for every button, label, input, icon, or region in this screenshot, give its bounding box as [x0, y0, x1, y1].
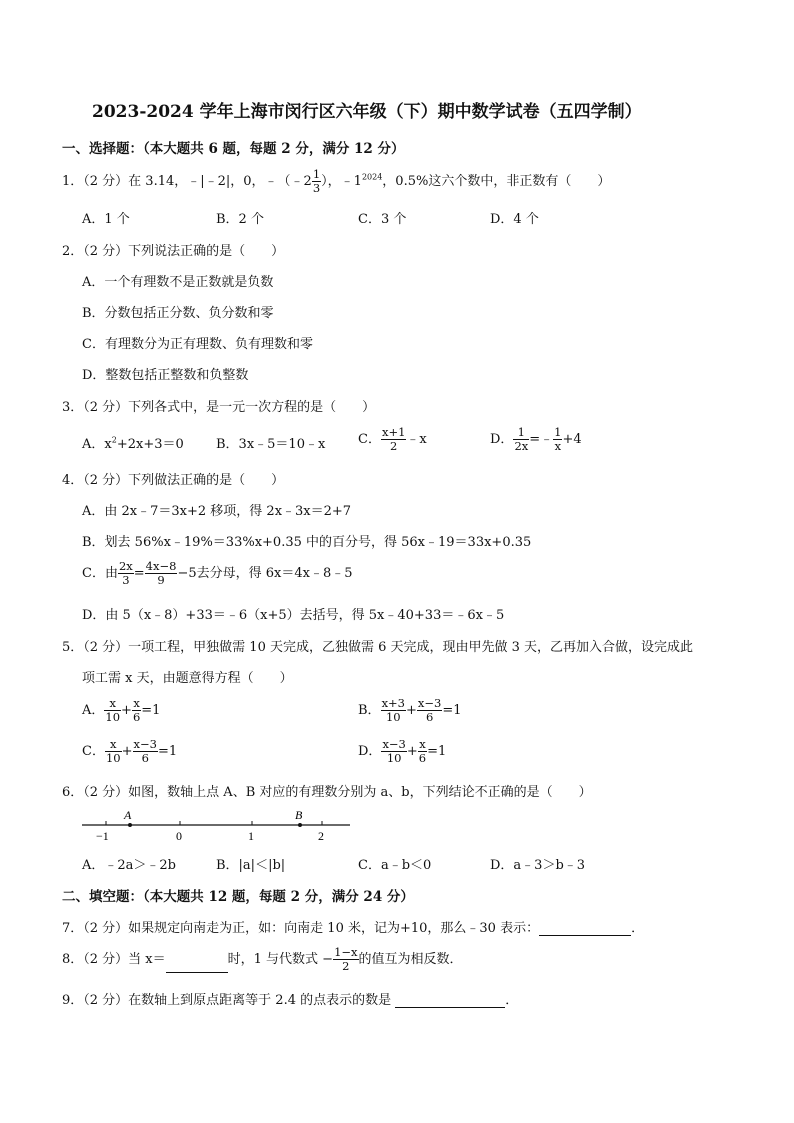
tick-label-2: 2 — [318, 829, 324, 843]
point-a-label: A — [124, 808, 132, 822]
q3-option-c: C． $\frac{x+1}{2}$ ﹣x — [358, 425, 427, 453]
tick-label-1: 1 — [248, 829, 254, 843]
point-b-label: B — [295, 808, 303, 822]
q5-option-c: C． $\frac{x}{10}$ + $\frac{x-3}{6}$ =1 — [82, 737, 178, 765]
question-6: 6．（2 分）如图，数轴上点 A、B 对应的有理数分别为 a、b，下列结论不正确的是（ ） — [62, 785, 592, 800]
q5-option-d: D． $\frac{x-3}{10}$ + $\frac{x}{6}$ =1 — [358, 737, 447, 765]
point-a-dot — [128, 823, 132, 827]
q5-option-b: B． $\frac{x+3}{10}$ + $\frac{x-3}{6}$ =1 — [358, 696, 462, 724]
q2-option-c: C．有理数分为正有理数、负有理数和零 — [82, 337, 313, 352]
q1-option-a: A．1 个 — [82, 212, 130, 227]
question-1: 1．（2 分）在 3.14，﹣|﹣2|，0，﹣（﹣2 $\frac{1}{3}$ ），$﹣1^{2024}$，0.5%这六个数中，非正数有（ ） — [62, 167, 611, 195]
point-b-dot — [298, 823, 302, 827]
q6-option-c: C．a﹣b＜0 — [358, 858, 432, 873]
question-8: 8．（2 分）当 x＝ 时，1 与代数式 − $\frac{1-x}{2}$ 的值互为相反数． — [62, 945, 463, 973]
q3-option-d: D． $\frac{1}{2x}$ =﹣ $\frac{1}{x}$ +4 — [490, 425, 582, 453]
section-heading-choice: 一、选择题：（本大题共 6 题，每题 2 分，满分 12 分） — [62, 141, 405, 157]
question-4: 4．（2 分）下列做法正确的是（ ） — [62, 473, 285, 488]
section-heading-fill: 二、填空题：（本大题共 12 题，每题 2 分，满分 24 分） — [62, 889, 414, 905]
question-7: 7．（2 分）如果规定向南走为正，如：向南走 10 米，记为+10，那么﹣30 表示： ． — [62, 921, 645, 936]
q2-option-a: A．一个有理数不是正数就是负数 — [82, 275, 274, 290]
question-9: 9．（2 分）在数轴上到原点距离等于 2.4 的点表示的数是 ． — [62, 993, 519, 1008]
q6-option-b: B．|a|＜|b| — [216, 858, 286, 873]
question-2: 2．（2 分）下列说法正确的是（ ） — [62, 244, 285, 259]
q1-option-b: B．2 个 — [216, 212, 264, 227]
q2-option-d: D．整数包括正整数和负整数 — [82, 368, 249, 383]
q5-option-a: A． $\frac{x}{10}$ + $\frac{x}{6}$ =1 — [82, 696, 161, 724]
q6-option-d: D．a﹣3＞b﹣3 — [490, 858, 586, 873]
question-5-line-1: 5．（2 分）一项工程，甲独做需 10 天完成，乙独做需 6 天完成，现由甲先做 3 天，乙再加入合做，设完成此 — [62, 640, 694, 655]
q3-option-a: A．$x^2+2x+3=0$ — [82, 435, 184, 452]
question-3: 3．（2 分）下列各式中，是一元一次方程的是（ ） — [62, 400, 376, 415]
q6-option-a: A．﹣2a＞﹣2b — [82, 858, 177, 873]
q1-option-d: D．4 个 — [490, 212, 539, 227]
q2-option-b: B．分数包括正分数、负分数和零 — [82, 306, 274, 321]
answer-blank[interactable] — [539, 921, 631, 936]
q4-option-c: C．由 $\frac{2x}{3}$ = $\frac{4x-8}{9}$ −5去分母，得 6x＝4x﹣8﹣5 — [82, 559, 353, 587]
q1-option-c: C．3 个 — [358, 212, 407, 227]
question-5-line-2: 项工需 x 天，由题意得方程（ ） — [82, 671, 293, 686]
tick-label-minus-1: −1 — [96, 829, 109, 843]
q4-option-b: B．划去 56%x﹣19%＝33%x+0.35 中的百分号，得 56x﹣19＝33x+0.35 — [82, 535, 532, 550]
fraction: $\frac{1}{3}$ — [312, 167, 321, 195]
q4-option-a: A．由 2x﹣7＝3x+2 移项，得 2x﹣3x＝2+7 — [82, 504, 352, 519]
tick-label-0: 0 — [176, 829, 182, 843]
number-line-figure — [80, 806, 360, 844]
q4-option-d: D．由 5（x﹣8）+33＝﹣6（x+5）去括号，得 5x﹣40+33＝﹣6x﹣5 — [82, 608, 505, 623]
page-title: 2023-2024 学年上海市闵行区六年级（下）期中数学试卷（五四学制） — [92, 102, 642, 122]
answer-blank[interactable] — [166, 958, 228, 973]
answer-blank[interactable] — [395, 993, 505, 1008]
q3-option-b: B．3x﹣5＝10﹣x — [216, 437, 326, 452]
